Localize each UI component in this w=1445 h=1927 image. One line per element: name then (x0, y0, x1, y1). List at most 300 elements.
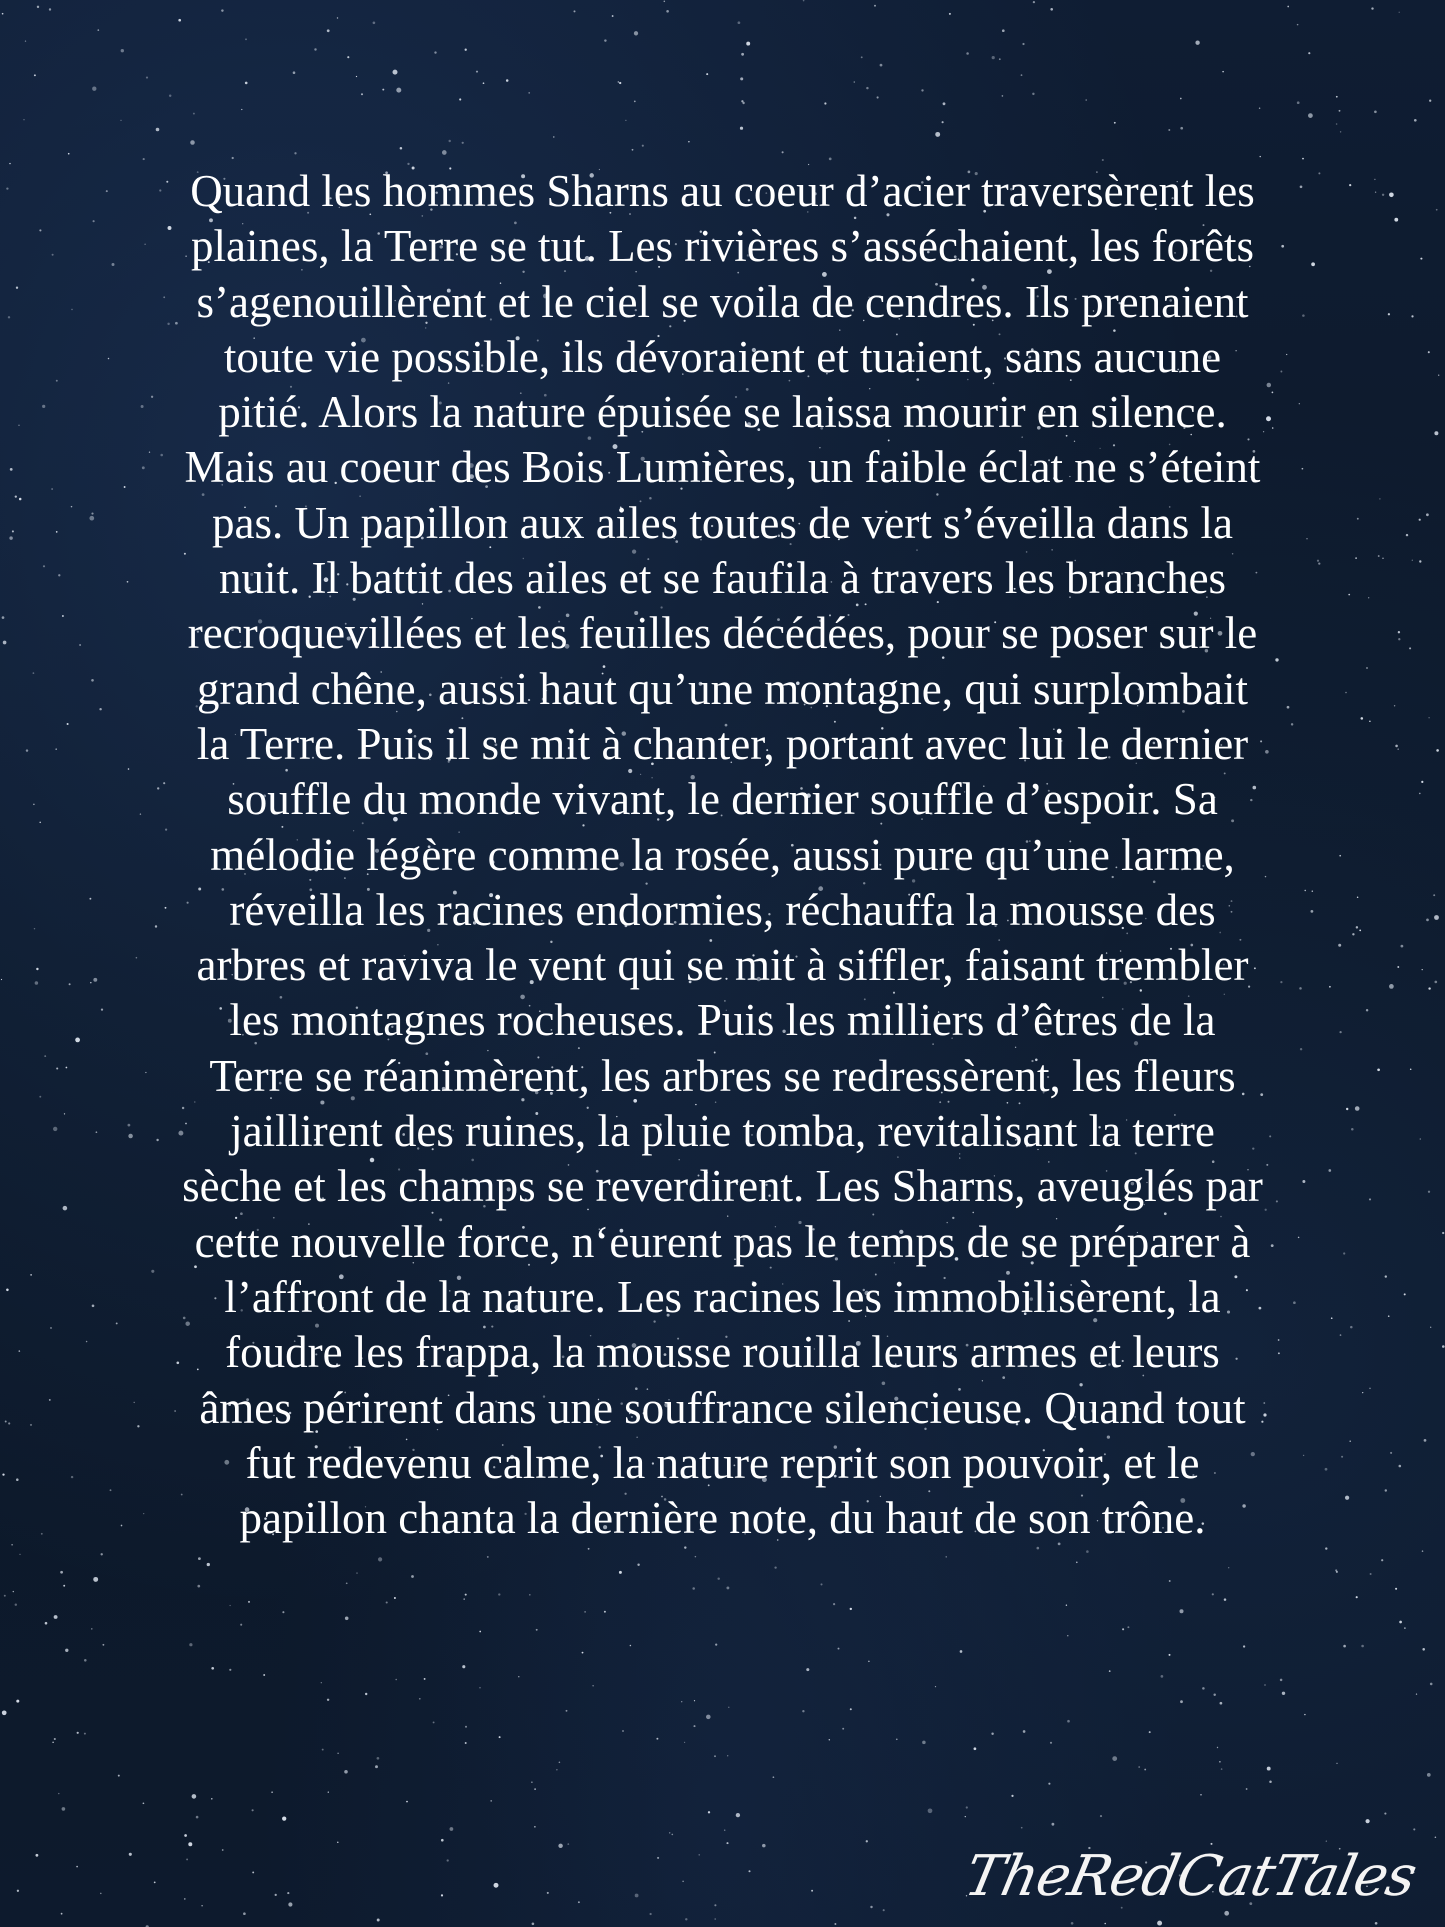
star-dot (829, 1739, 830, 1740)
star-dot (66, 1067, 68, 1069)
star-dot (1267, 1767, 1271, 1771)
star-dot (1122, 1628, 1124, 1630)
story-line: nuit. Il battit des ailes et se faufila à travers les branches (218, 553, 1227, 604)
star-dot (377, 1919, 380, 1922)
star-dot (1345, 1496, 1349, 1500)
star-dot (1011, 1795, 1013, 1797)
star-dot (196, 1816, 199, 1819)
star-dot (741, 53, 744, 56)
star-dot (229, 1669, 231, 1671)
star-dot (1356, 1596, 1358, 1598)
star-dot (727, 1755, 728, 1756)
star-dot (773, 1776, 775, 1778)
star-dot (15, 1603, 17, 1605)
star-dot (965, 1816, 966, 1817)
star-dot (1033, 1, 1035, 3)
star-dot (1422, 969, 1423, 970)
story-line: foudre les frappa, la mousse rouilla leurs armes et leurs (225, 1327, 1220, 1378)
star-dot (532, 1923, 535, 1926)
star-dot (1048, 1783, 1050, 1785)
star-dot (154, 1882, 156, 1884)
star-dot (1180, 1700, 1183, 1703)
star-dot (1345, 692, 1347, 694)
star-dot (25, 40, 26, 41)
star-dot (9, 536, 12, 539)
star-dot (1390, 1452, 1392, 1454)
star-dot (71, 1476, 73, 1478)
star-dot (100, 1893, 102, 1895)
star-dot (499, 1736, 501, 1738)
star-dot (1421, 781, 1423, 783)
star-dot (6, 1289, 9, 1292)
story-line: les montagnes rocheuses. Puis les milliers d’êtres de la (229, 995, 1216, 1046)
star-dot (8, 316, 10, 318)
star-dot (275, 1894, 277, 1896)
star-dot (657, 1857, 659, 1859)
star-dot (49, 1399, 51, 1401)
story-line: plaines, la Terre se tut. Les rivières s’asséchaient, les forêts (190, 221, 1255, 272)
star-dot (1180, 98, 1182, 100)
star-dot (1102, 159, 1104, 161)
star-dot (400, 147, 403, 150)
star-dot (56, 1067, 58, 1069)
star-dot (1398, 631, 1400, 633)
star-dot (946, 1556, 947, 1557)
star-dot (327, 29, 330, 32)
star-dot (1343, 1645, 1346, 1648)
star-dot (1357, 518, 1359, 520)
star-dot (625, 120, 626, 121)
star-dot (685, 1918, 687, 1920)
star-dot (868, 1661, 869, 1662)
star-dot (681, 1701, 682, 1702)
star-dot (728, 1707, 729, 1708)
star-dot (58, 1793, 59, 1794)
star-dot (942, 121, 944, 123)
star-dot (1222, 71, 1224, 73)
star-dot (129, 1853, 132, 1856)
star-dot (197, 1585, 200, 1588)
star-dot (143, 1802, 145, 1804)
star-dot (850, 1708, 852, 1710)
star-dot (71, 309, 72, 310)
star-dot (459, 98, 461, 100)
star-dot (146, 77, 148, 79)
star-dot (263, 1674, 265, 1676)
star-dot (1149, 1731, 1151, 1733)
star-dot (35, 1854, 38, 1857)
star-dot (10, 468, 13, 471)
star-dot (1366, 1009, 1368, 1011)
star-dot (39, 229, 41, 231)
star-dot (8, 1422, 10, 1424)
star-dot (715, 1644, 717, 1646)
star-dot (762, 1844, 766, 1848)
star-dot (935, 132, 940, 137)
star-dot (356, 76, 357, 77)
star-dot (1282, 1692, 1285, 1695)
star-dot (52, 1742, 53, 1743)
star-dot (1340, 131, 1341, 132)
story-line: s’agenouillèrent et le ciel se voila de cendres. Ils prenaient (196, 276, 1249, 327)
star-dot (1071, 1922, 1074, 1925)
star-dot (1388, 1315, 1390, 1317)
star-dot (252, 1871, 254, 1873)
star-dot (506, 79, 509, 82)
star-dot (1002, 95, 1004, 97)
star-dot (476, 71, 478, 73)
star-dot (11, 1544, 13, 1546)
star-dot (612, 15, 614, 17)
star-dot (1308, 113, 1313, 118)
star-dot (419, 1698, 421, 1700)
star-dot (1076, 1562, 1078, 1564)
star-dot (56, 380, 58, 382)
star-dot (465, 1742, 467, 1744)
star-dot (1021, 74, 1023, 76)
star-dot (1259, 108, 1260, 109)
star-dot (1368, 597, 1369, 598)
star-dot (63, 1585, 65, 1587)
star-dot (738, 21, 741, 24)
star-dot (91, 513, 93, 515)
star-dot (1050, 1742, 1052, 1744)
star-dot (833, 1603, 835, 1605)
star-dot (1434, 915, 1439, 920)
star-dot (556, 1769, 557, 1770)
star-dot (1355, 557, 1357, 559)
star-dot (1349, 1440, 1350, 1441)
star-dot (64, 1113, 65, 1114)
star-dot (1379, 498, 1380, 499)
star-dot (664, 1, 666, 3)
star-dot (706, 73, 708, 75)
star-dot (441, 1894, 443, 1896)
star-dot (1219, 1761, 1221, 1763)
star-dot (1385, 1275, 1387, 1277)
star-dot (1433, 894, 1435, 896)
star-dot (619, 1571, 622, 1574)
star-dot (282, 1611, 284, 1613)
star-dot (726, 1842, 728, 1844)
star-dot (1037, 1547, 1040, 1550)
star-dot (337, 17, 338, 18)
star-dot (1224, 1598, 1227, 1601)
star-dot (1144, 1769, 1146, 1771)
story-line: la Terre. Puis il se mit à chanter, portant avec lui le dernier (196, 718, 1249, 769)
star-dot (802, 1710, 804, 1712)
star-dot (921, 89, 923, 91)
star-dot (190, 140, 195, 145)
star-dot (1212, 1593, 1214, 1595)
star-dot (714, 1918, 716, 1920)
star-dot (1382, 557, 1384, 559)
star-dot (3, 641, 7, 645)
star-dot (1346, 1108, 1348, 1110)
star-dot (1438, 375, 1439, 376)
star-dot (61, 1913, 63, 1915)
star-dot (1356, 926, 1358, 928)
star-dot (56, 531, 58, 533)
story-line: cette nouvelle force, n‘eurent pas le temps de se préparer à (194, 1216, 1251, 1267)
star-dot (693, 1725, 695, 1727)
star-dot (724, 1829, 725, 1830)
star-dot (746, 42, 750, 46)
star-dot (186, 1858, 188, 1860)
star-dot (1023, 1730, 1026, 1733)
star-dot (222, 1849, 224, 1851)
star-dot (922, 1741, 926, 1745)
star-dot (1411, 315, 1413, 317)
star-dot (1032, 93, 1034, 95)
star-dot (188, 1842, 192, 1846)
star-dot (35, 981, 39, 985)
star-dot (635, 1894, 639, 1898)
star-dot (23, 119, 24, 120)
star-dot (854, 81, 856, 83)
star-dot (630, 1645, 632, 1647)
star-dot (19, 1350, 21, 1352)
star-dot (321, 1682, 322, 1683)
star-dot (578, 1901, 580, 1903)
star-dot (684, 1546, 686, 1548)
star-dot (1406, 534, 1408, 536)
star-dot (588, 1548, 590, 1550)
star-dot (1366, 667, 1368, 669)
star-dot (1169, 1580, 1171, 1582)
star-dot (1399, 1621, 1402, 1624)
star-dot (240, 1624, 242, 1626)
star-dot (656, 1738, 658, 1740)
star-dot (487, 1556, 489, 1558)
story-line: mélodie légère comme la rosée, aussi pure qu’une larme, (210, 829, 1235, 880)
star-dot (736, 1813, 740, 1817)
star-dot (92, 87, 96, 91)
star-dot (834, 1923, 836, 1925)
star-dot (1200, 1794, 1202, 1796)
star-dot (1243, 1645, 1245, 1647)
star-dot (30, 1424, 32, 1426)
star-dot (1375, 192, 1376, 193)
star-dot (741, 100, 743, 102)
star-dot (1287, 6, 1289, 8)
star-dot (93, 978, 97, 982)
star-dot (820, 1583, 822, 1585)
star-dot (1369, 1198, 1371, 1200)
star-dot (573, 10, 575, 12)
star-dot (494, 1883, 499, 1888)
star-dot (1430, 1327, 1431, 1328)
star-dot (534, 1788, 536, 1790)
star-dot (699, 1854, 700, 1855)
star-dot (1420, 258, 1422, 260)
star-dot (365, 1693, 367, 1695)
star-dot (15, 495, 17, 497)
star-dot (498, 1593, 500, 1595)
star-dot (708, 1811, 710, 1813)
star-dot (76, 1866, 78, 1868)
star-dot (1168, 129, 1170, 131)
star-dot (91, 679, 94, 682)
star-dot (393, 70, 398, 75)
star-dot (1434, 981, 1437, 984)
star-dot (838, 1648, 840, 1650)
star-dot (547, 1892, 549, 1894)
star-dot (991, 1732, 993, 1734)
star-dot (1428, 1191, 1430, 1193)
story-line: l’affront de la nature. Les racines les immobilisèrent, la (224, 1271, 1221, 1322)
star-dot (71, 506, 73, 508)
star-dot (434, 51, 436, 53)
star-dot (373, 21, 376, 24)
star-dot (53, 1127, 57, 1131)
star-dot (293, 71, 296, 74)
star-dot (96, 1131, 98, 1133)
star-dot (803, 0, 805, 1)
star-dot (974, 1747, 977, 1750)
star-dot (1297, 101, 1300, 104)
star-dot (483, 82, 485, 84)
star-dot (377, 1757, 380, 1760)
star-dot (442, 150, 447, 155)
star-dot (669, 1832, 670, 1833)
star-dot (935, 1686, 936, 1687)
star-dot (2, 616, 5, 619)
star-dot (30, 1274, 32, 1276)
star-dot (62, 1807, 66, 1811)
star-dot (1302, 158, 1304, 160)
star-dot (883, 1909, 885, 1911)
star-dot (86, 1341, 88, 1343)
star-dot (396, 88, 401, 93)
star-dot (58, 574, 60, 576)
star-dot (184, 1834, 187, 1837)
star-dot (1381, 1559, 1383, 1561)
star-dot (44, 1055, 46, 1057)
story-line: Mais au coeur des Bois Lumières, un faible éclat ne s’éteint (184, 442, 1261, 493)
story-line: sèche et les champs se reverdirent. Les Sharns, aveuglés par (182, 1161, 1263, 1212)
star-dot (16, 1700, 19, 1703)
star-dot (604, 39, 606, 41)
star-dot (1430, 1683, 1433, 1686)
star-dot (322, 1749, 324, 1751)
star-dot (1336, 1763, 1337, 1764)
story-line: arbres et raviva le vent qui se mit à siffler, faisant trembler (196, 940, 1249, 991)
star-dot (1357, 897, 1359, 899)
star-dot (1362, 1392, 1363, 1393)
star-dot (1394, 218, 1398, 222)
star-dot (1388, 313, 1390, 315)
star-dot (101, 1553, 103, 1555)
star-dot (1426, 513, 1429, 516)
star-dot (1377, 1068, 1380, 1071)
star-dot (1401, 945, 1404, 948)
star-dot (386, 1601, 388, 1603)
star-dot (553, 136, 554, 137)
star-dot (1066, 1605, 1067, 1606)
star-dot (688, 141, 689, 142)
star-dot (248, 1601, 250, 1603)
star-dot (39, 1096, 41, 1098)
star-dot (395, 1679, 397, 1681)
star-dot (1385, 1489, 1387, 1491)
star-dot (16, 287, 18, 289)
star-dot (928, 1808, 933, 1813)
star-dot (1297, 24, 1299, 26)
star-dot (92, 1304, 95, 1307)
star-dot (1414, 119, 1417, 122)
star-dot (1422, 1550, 1424, 1552)
star-dot (1348, 594, 1350, 596)
star-dot (33, 672, 35, 674)
star-dot (1416, 1693, 1417, 1694)
star-dot (207, 1563, 210, 1566)
star-dot (1374, 179, 1375, 180)
star-dot (1419, 793, 1421, 795)
star-dot (271, 1791, 273, 1793)
star-dot (1382, 194, 1384, 196)
star-dot (193, 113, 195, 115)
star-dot (1260, 156, 1261, 157)
star-dot (1067, 1635, 1068, 1636)
star-dot (642, 145, 644, 147)
star-dot (84, 1659, 87, 1662)
star-dot (592, 1685, 593, 1686)
star-dot (1371, 7, 1373, 9)
star-dot (1022, 43, 1024, 45)
star-dot (1375, 1922, 1378, 1925)
star-dot (1410, 1069, 1412, 1071)
star-dot (1428, 717, 1429, 718)
star-dot (26, 749, 28, 751)
star-dot (1202, 1687, 1205, 1690)
star-dot (36, 968, 38, 970)
star-dot (1428, 987, 1430, 989)
star-dot (2, 1710, 7, 1715)
star-dot (1213, 1693, 1215, 1695)
star-dot (221, 9, 223, 11)
star-dot (694, 1700, 695, 1701)
star-dot (345, 1617, 349, 1621)
star-dot (1359, 930, 1361, 932)
star-dot (245, 38, 247, 40)
star-dot (850, 1608, 852, 1610)
star-dot (337, 1842, 338, 1843)
star-dot (1086, 1550, 1089, 1553)
star-dot (1138, 1766, 1140, 1768)
star-dot (604, 1611, 606, 1613)
star-dot (529, 1594, 531, 1596)
star-dot (424, 1678, 426, 1680)
star-dot (632, 149, 634, 151)
story-text-block (100, 164, 1345, 1546)
star-dot (666, 10, 669, 13)
star-dot (4, 1595, 6, 1597)
star-dot (337, 1753, 338, 1754)
star-dot (649, 1913, 651, 1915)
star-dot (1361, 717, 1364, 720)
star-dot (462, 1665, 465, 1668)
star-dot (774, 1566, 776, 1568)
star-dot (375, 1765, 378, 1768)
star-dot (356, 1572, 357, 1573)
star-dot (1304, 1714, 1305, 1715)
star-dot (1161, 1675, 1164, 1678)
story-line: papillon chanta la dernière note, du haut de son trône. (239, 1493, 1206, 1544)
star-dot (9, 163, 10, 164)
story-line: pas. Un papillon aux ailes toutes de vert s’éveilla dans la (212, 497, 1233, 548)
star-dot (1436, 749, 1439, 752)
